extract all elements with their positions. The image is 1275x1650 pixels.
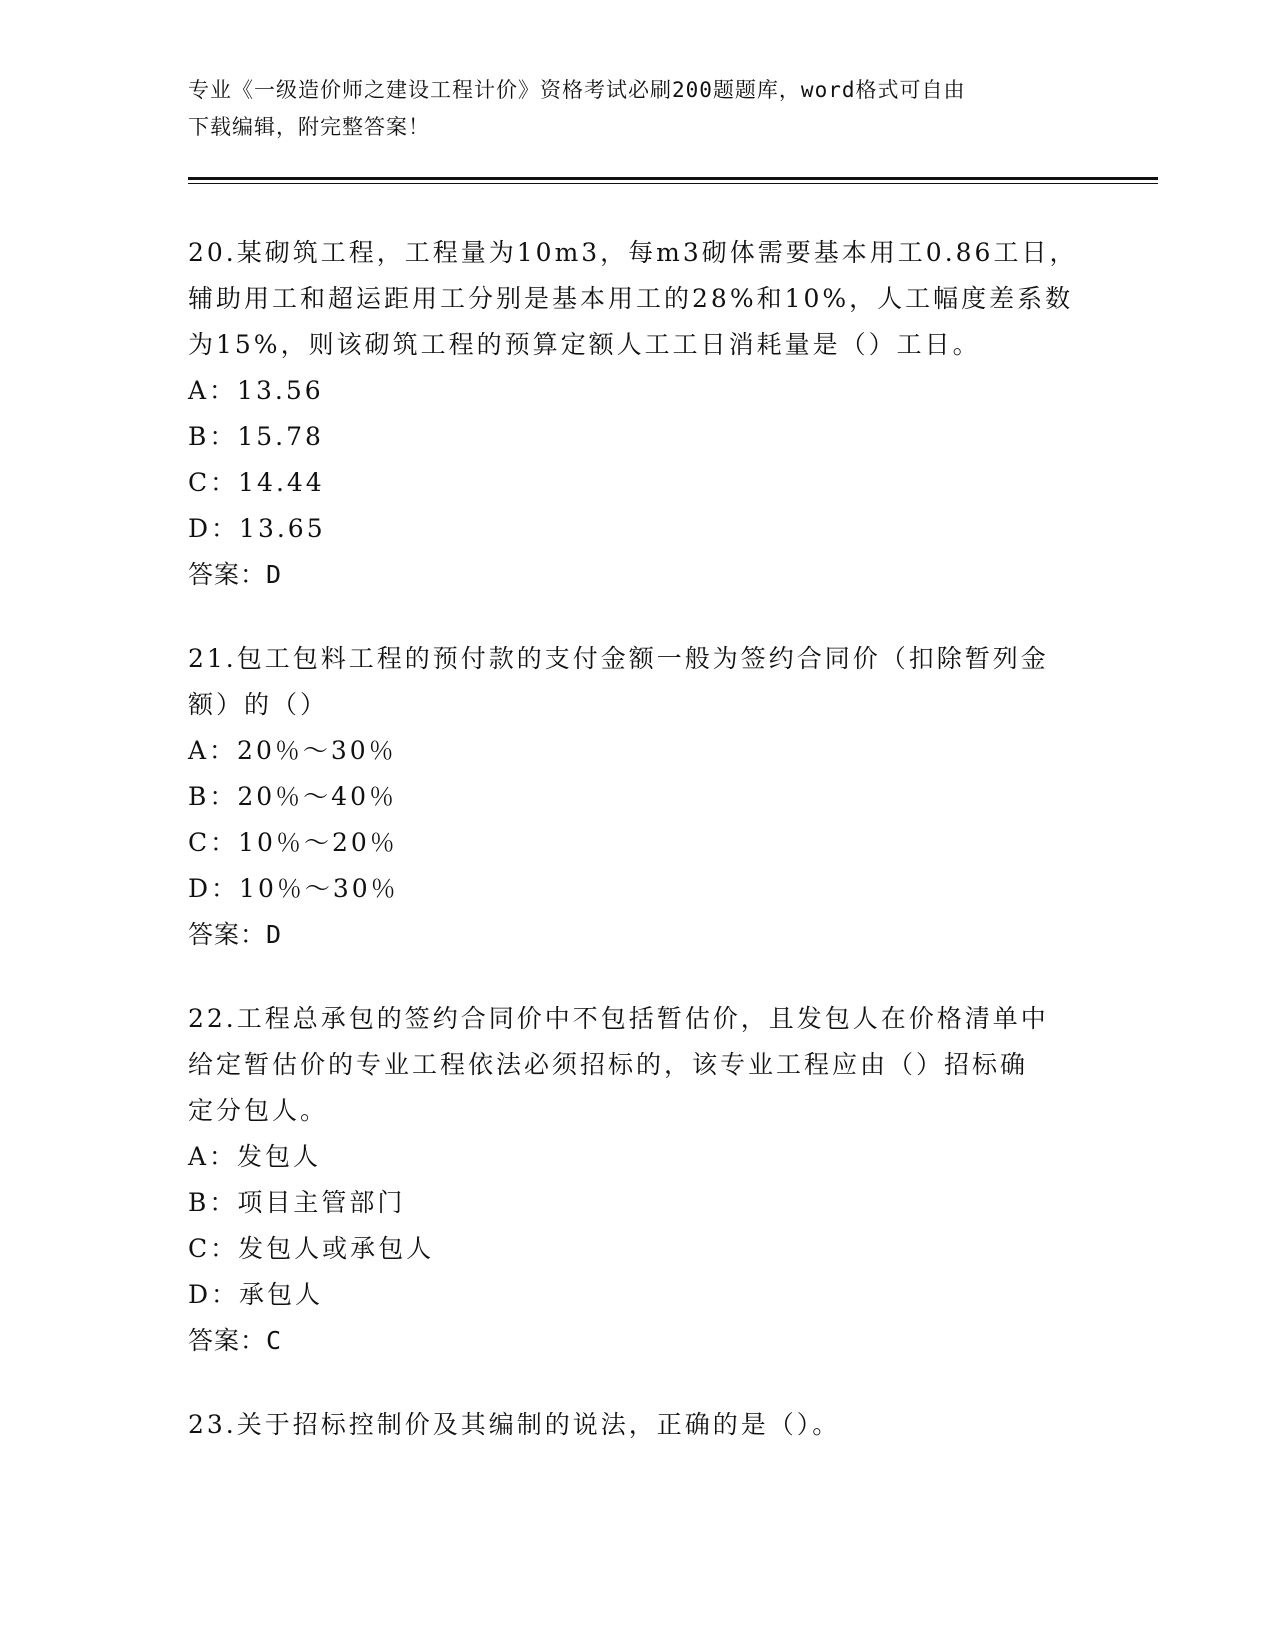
question-stem-line: 给定暂估价的专业工程依法必须招标的，该专业工程应由（）招标确 <box>188 1050 1029 1079</box>
option-a: A：13.56 <box>188 376 324 405</box>
option-b: B：15.78 <box>188 422 324 451</box>
answer-line: 答案：D <box>188 920 283 949</box>
question-stem-line: 额）的（） <box>188 690 329 719</box>
option-b: B：项目主管部门 <box>188 1188 406 1217</box>
header-divider-thick <box>188 177 1158 180</box>
question-23 <box>188 1402 1088 1448</box>
question-22 <box>188 996 1088 1364</box>
question-stem-line: 定分包人。 <box>188 1096 329 1125</box>
question-stem-line: 21.包工包料工程的预付款的支付金额一般为签约合同价（扣除暂列金 <box>188 644 1049 673</box>
question-stem-line: 为15%，则该砌筑工程的预算定额人工工日消耗量是（）工日。 <box>188 330 981 359</box>
option-b: B：20％～40％ <box>188 782 397 811</box>
question-stem-line: 22.工程总承包的签约合同价中不包括暂估价，且发包人在价格清单中 <box>188 1004 1049 1033</box>
question-21 <box>188 636 1088 958</box>
header-line-1: 专业《一级造价师之建设工程计价》资格考试必刷200题题库，word格式可自由 <box>188 78 966 102</box>
header-line-2: 下载编辑，附完整答案！ <box>188 115 430 139</box>
option-d: D：承包人 <box>188 1280 324 1309</box>
option-a: A：发包人 <box>188 1142 322 1171</box>
header-divider-thin <box>188 183 1158 184</box>
question-stem-line: 23.关于招标控制价及其编制的说法，正确的是（）。 <box>188 1410 841 1439</box>
option-d: D：10％～30％ <box>188 874 399 903</box>
option-c: C：发包人或承包人 <box>188 1234 435 1263</box>
question-20 <box>188 230 1088 598</box>
question-stem-line: 20.某砌筑工程，工程量为10m3，每m3砌体需要基本用工0.86工日， <box>188 238 1078 267</box>
answer-line: 答案：D <box>188 560 283 589</box>
option-c: C：10％～20％ <box>188 828 398 857</box>
answer-line: 答案：C <box>188 1326 283 1355</box>
option-c: C：14.44 <box>188 468 325 497</box>
question-stem-line: 辅助用工和超运距用工分别是基本用工的28%和10%，人工幅度差系数 <box>188 284 1074 313</box>
option-a: A：20％～30％ <box>188 736 397 765</box>
option-d: D：13.65 <box>188 514 326 543</box>
document-header <box>188 72 1088 146</box>
